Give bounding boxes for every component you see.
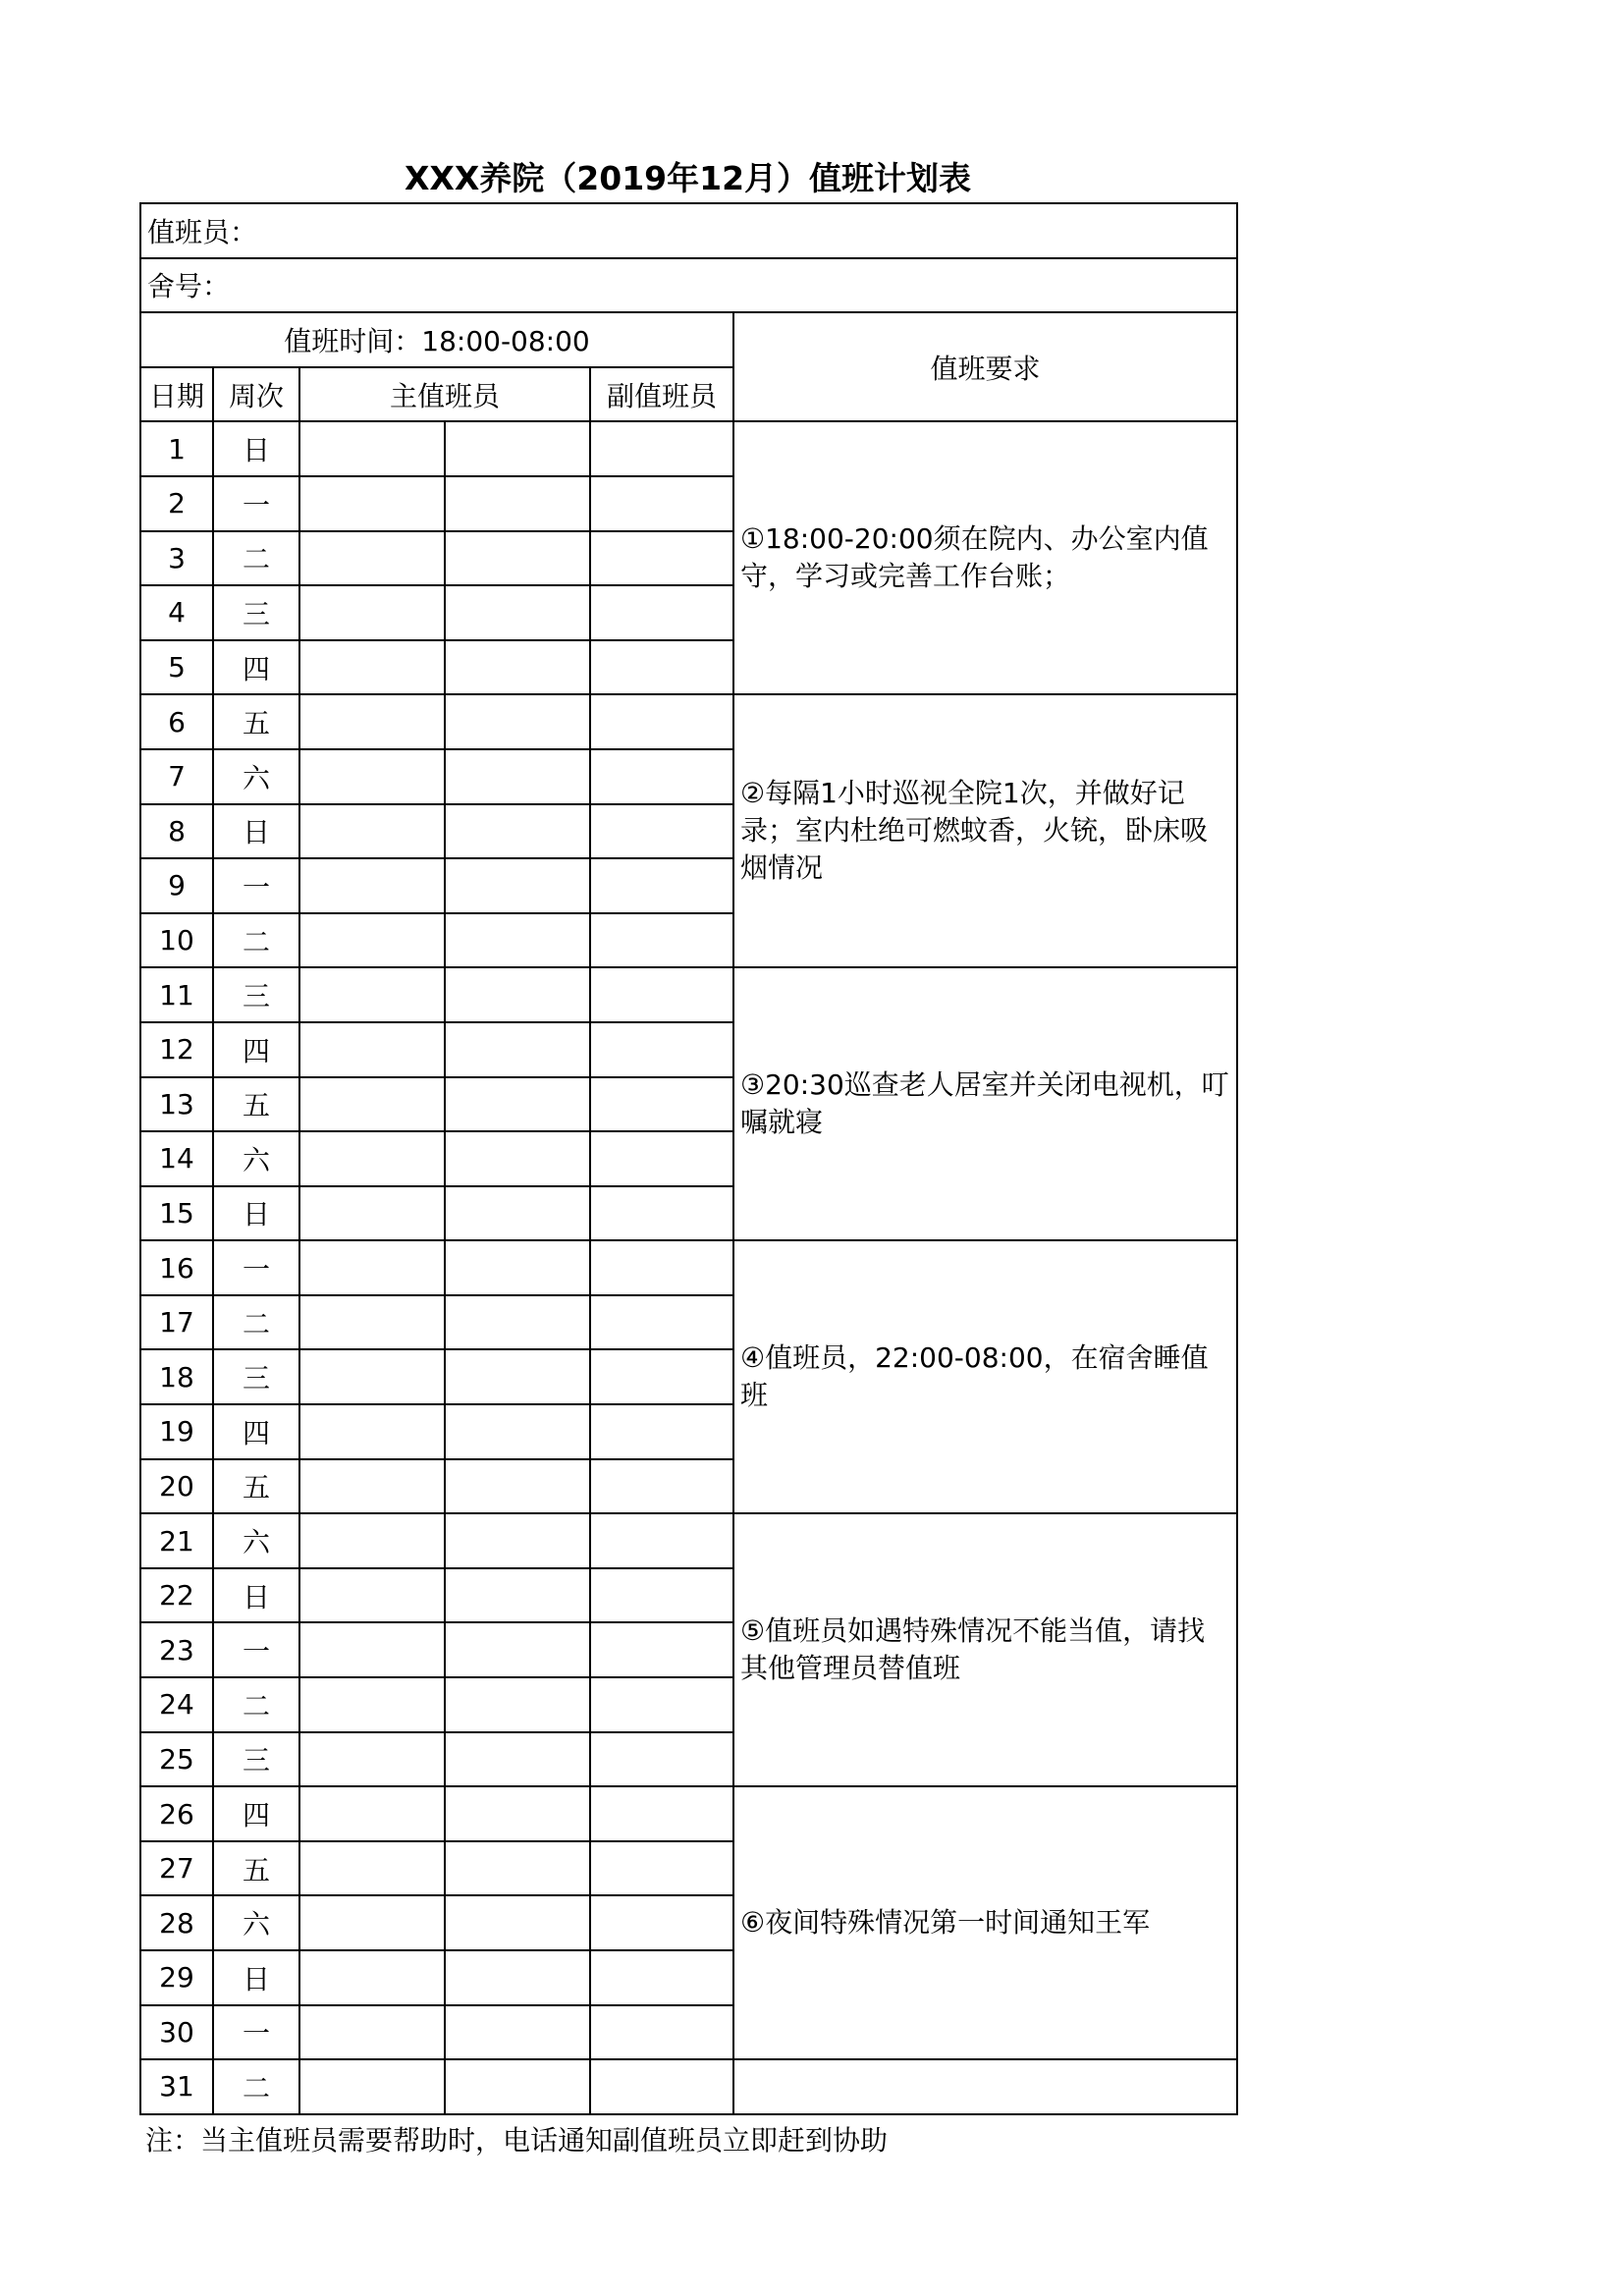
date-cell: 23 [140,1622,213,1677]
deputy-duty-cell[interactable] [590,913,733,968]
deputy-duty-cell[interactable] [590,1513,733,1568]
main-duty-cell-a[interactable] [299,2005,445,2060]
date-cell: 1 [140,421,213,476]
deputy-duty-cell[interactable] [590,640,733,695]
date-cell: 21 [140,1513,213,1568]
date-cell: 6 [140,694,213,749]
main-duty-cell-b[interactable] [445,1131,590,1186]
main-duty-cell-b[interactable] [445,1459,590,1514]
main-duty-cell-a[interactable] [299,1677,445,1732]
deputy-duty-column-header: 副值班员 [590,367,733,422]
weekday-column-header: 周次 [213,367,299,422]
table-row [140,967,1237,1022]
deputy-duty-cell[interactable] [590,749,733,804]
weekday-cell: 三 [213,967,299,1022]
main-duty-cell-b[interactable] [445,967,590,1022]
weekday-cell: 四 [213,1022,299,1077]
weekday-cell: 一 [213,1240,299,1295]
date-cell: 3 [140,531,213,586]
date-cell: 13 [140,1077,213,1132]
weekday-cell: 日 [213,804,299,859]
deputy-duty-cell[interactable] [590,858,733,913]
deputy-duty-cell[interactable] [590,1732,733,1787]
weekday-cell: 五 [213,1459,299,1514]
deputy-duty-cell[interactable] [590,1950,733,2005]
date-cell: 24 [140,1677,213,1732]
weekday-cell: 一 [213,2005,299,2060]
date-cell: 5 [140,640,213,695]
weekday-cell: 一 [213,858,299,913]
main-duty-cell-a[interactable] [299,1022,445,1077]
main-duty-cell-b[interactable] [445,1622,590,1677]
deputy-duty-cell[interactable] [590,421,733,476]
main-duty-cell-b[interactable] [445,421,590,476]
room-row [140,258,1237,313]
deputy-duty-cell[interactable] [590,804,733,859]
main-duty-cell-b[interactable] [445,1568,590,1623]
main-duty-cell-a[interactable] [299,2059,445,2114]
requirement-cell: ④值班员，22:00-08:00，在宿舍睡值班 [733,1240,1237,1513]
main-duty-column-header: 主值班员 [299,367,590,422]
deputy-duty-cell[interactable] [590,967,733,1022]
date-cell: 4 [140,585,213,640]
main-duty-cell-a[interactable] [299,694,445,749]
date-cell: 19 [140,1404,213,1459]
table-row [140,2059,1237,2114]
weekday-cell: 五 [213,1841,299,1896]
date-cell: 14 [140,1131,213,1186]
main-duty-cell-b[interactable] [445,1022,590,1077]
main-duty-cell-b[interactable] [445,694,590,749]
main-duty-cell-a[interactable] [299,967,445,1022]
main-duty-cell-b[interactable] [445,1186,590,1241]
date-cell: 22 [140,1568,213,1623]
main-duty-cell-a[interactable] [299,749,445,804]
deputy-duty-cell[interactable] [590,531,733,586]
weekday-cell: 三 [213,1349,299,1404]
weekday-cell: 三 [213,1732,299,1787]
main-duty-cell-a[interactable] [299,421,445,476]
requirement-cell: ①18:00-20:00须在院内、办公室内值守，学习或完善工作台账； [733,421,1237,694]
main-duty-cell-b[interactable] [445,585,590,640]
deputy-duty-cell[interactable] [590,1622,733,1677]
main-duty-cell-b[interactable] [445,1786,590,1841]
weekday-cell: 一 [213,476,299,531]
weekday-cell: 五 [213,694,299,749]
date-cell: 20 [140,1459,213,1514]
date-cell: 15 [140,1186,213,1241]
main-duty-cell-b[interactable] [445,1732,590,1787]
weekday-cell: 日 [213,1950,299,2005]
main-duty-cell-b[interactable] [445,858,590,913]
weekday-cell: 日 [213,1568,299,1623]
duty-person-row [140,203,1237,258]
room-label: 舍号： [140,258,1237,313]
main-duty-cell-a[interactable] [299,1622,445,1677]
date-cell: 25 [140,1732,213,1787]
main-duty-cell-b[interactable] [445,2005,590,2060]
duty-time-label: 值班时间：18:00-08:00 [140,312,733,367]
main-duty-cell-b[interactable] [445,1349,590,1404]
date-cell: 10 [140,913,213,968]
main-duty-cell-a[interactable] [299,531,445,586]
date-cell: 28 [140,1895,213,1950]
requirement-cell: ③20:30巡查老人居室并关闭电视机，叮嘱就寝 [733,967,1237,1240]
main-duty-cell-a[interactable] [299,1459,445,1514]
main-duty-cell-b[interactable] [445,2059,590,2114]
main-duty-cell-b[interactable] [445,1240,590,1295]
table-row [140,1240,1237,1295]
main-duty-cell-a[interactable] [299,640,445,695]
weekday-cell: 二 [213,1677,299,1732]
deputy-duty-cell[interactable] [590,1459,733,1514]
main-duty-cell-b[interactable] [445,1513,590,1568]
weekday-cell: 四 [213,640,299,695]
main-duty-cell-a[interactable] [299,1349,445,1404]
main-duty-cell-a[interactable] [299,1240,445,1295]
date-cell: 8 [140,804,213,859]
deputy-duty-cell[interactable] [590,1841,733,1896]
date-cell: 12 [140,1022,213,1077]
weekday-cell: 二 [213,2059,299,2114]
table-row [140,421,1237,476]
requirement-cell: ⑥夜间特殊情况第一时间通知王军 [733,1786,1237,2059]
main-duty-cell-b[interactable] [445,804,590,859]
deputy-duty-cell[interactable] [590,2005,733,2060]
weekday-cell: 一 [213,1622,299,1677]
deputy-duty-cell[interactable] [590,1131,733,1186]
main-duty-cell-b[interactable] [445,749,590,804]
deputy-duty-cell[interactable] [590,694,733,749]
weekday-cell: 三 [213,585,299,640]
requirement-cell: ⑤值班员如遇特殊情况不能当值，请找其他管理员替值班 [733,1513,1237,1786]
main-duty-cell-a[interactable] [299,1186,445,1241]
date-cell: 18 [140,1349,213,1404]
date-cell: 16 [140,1240,213,1295]
weekday-cell: 六 [213,1513,299,1568]
weekday-cell: 五 [213,1077,299,1132]
date-cell: 31 [140,2059,213,2114]
main-duty-cell-a[interactable] [299,1732,445,1787]
date-cell: 17 [140,1295,213,1350]
weekday-cell: 六 [213,1131,299,1186]
date-cell: 26 [140,1786,213,1841]
deputy-duty-cell[interactable] [590,1022,733,1077]
table-row [140,1786,1237,1841]
footer-note: 注：当主值班员需要帮助时，电话通知副值班员立即赶到协助 [145,2124,889,2157]
main-duty-cell-b[interactable] [445,1950,590,2005]
deputy-duty-cell[interactable] [590,1349,733,1404]
main-duty-cell-b[interactable] [445,1895,590,1950]
main-duty-cell-a[interactable] [299,1404,445,1459]
weekday-cell: 六 [213,1895,299,1950]
duty-schedule-table [139,202,1238,2115]
weekday-cell: 日 [213,1186,299,1241]
main-duty-cell-b[interactable] [445,913,590,968]
date-cell: 7 [140,749,213,804]
duty-person-label: 值班员： [140,203,1237,258]
main-duty-cell-b[interactable] [445,1295,590,1350]
deputy-duty-cell[interactable] [590,1786,733,1841]
weekday-cell: 二 [213,531,299,586]
deputy-duty-cell[interactable] [590,1677,733,1732]
main-duty-cell-a[interactable] [299,1295,445,1350]
main-duty-cell-a[interactable] [299,1841,445,1896]
requirement-cell: ②每隔1小时巡视全院1次，并做好记录；室内杜绝可燃蚊香，火铳，卧床吸烟情况 [733,694,1237,967]
table-row [140,694,1237,749]
main-duty-cell-a[interactable] [299,1950,445,2005]
main-duty-cell-a[interactable] [299,1077,445,1132]
main-duty-cell-a[interactable] [299,1513,445,1568]
main-duty-cell-b[interactable] [445,1677,590,1732]
main-duty-cell-a[interactable] [299,1786,445,1841]
header-row-1 [140,312,1237,367]
main-duty-cell-a[interactable] [299,585,445,640]
deputy-duty-cell[interactable] [590,1404,733,1459]
page-title: XXX养院（2019年12月）值班计划表 [404,159,972,197]
deputy-duty-cell[interactable] [590,2059,733,2114]
deputy-duty-cell[interactable] [590,585,733,640]
main-duty-cell-b[interactable] [445,476,590,531]
weekday-cell: 二 [213,1295,299,1350]
deputy-duty-cell[interactable] [590,1295,733,1350]
weekday-cell: 四 [213,1786,299,1841]
requirement-empty-cell [733,2059,1237,2114]
requirements-header: 值班要求 [733,312,1237,421]
deputy-duty-cell[interactable] [590,476,733,531]
weekday-cell: 六 [213,749,299,804]
main-duty-cell-a[interactable] [299,804,445,859]
date-cell: 27 [140,1841,213,1896]
main-duty-cell-a[interactable] [299,913,445,968]
date-column-header: 日期 [140,367,213,422]
deputy-duty-cell[interactable] [590,1077,733,1132]
main-duty-cell-a[interactable] [299,476,445,531]
main-duty-cell-a[interactable] [299,858,445,913]
date-cell: 30 [140,2005,213,2060]
deputy-duty-cell[interactable] [590,1240,733,1295]
main-duty-cell-a[interactable] [299,1895,445,1950]
main-duty-cell-a[interactable] [299,1568,445,1623]
weekday-cell: 四 [213,1404,299,1459]
date-cell: 2 [140,476,213,531]
main-duty-cell-b[interactable] [445,531,590,586]
main-duty-cell-b[interactable] [445,1841,590,1896]
date-cell: 11 [140,967,213,1022]
deputy-duty-cell[interactable] [590,1568,733,1623]
table-row [140,1513,1237,1568]
main-duty-cell-a[interactable] [299,1131,445,1186]
weekday-cell: 日 [213,421,299,476]
deputy-duty-cell[interactable] [590,1895,733,1950]
weekday-cell: 二 [213,913,299,968]
main-duty-cell-b[interactable] [445,1077,590,1132]
date-cell: 29 [140,1950,213,2005]
date-cell: 9 [140,858,213,913]
main-duty-cell-b[interactable] [445,1404,590,1459]
main-duty-cell-b[interactable] [445,640,590,695]
deputy-duty-cell[interactable] [590,1186,733,1241]
